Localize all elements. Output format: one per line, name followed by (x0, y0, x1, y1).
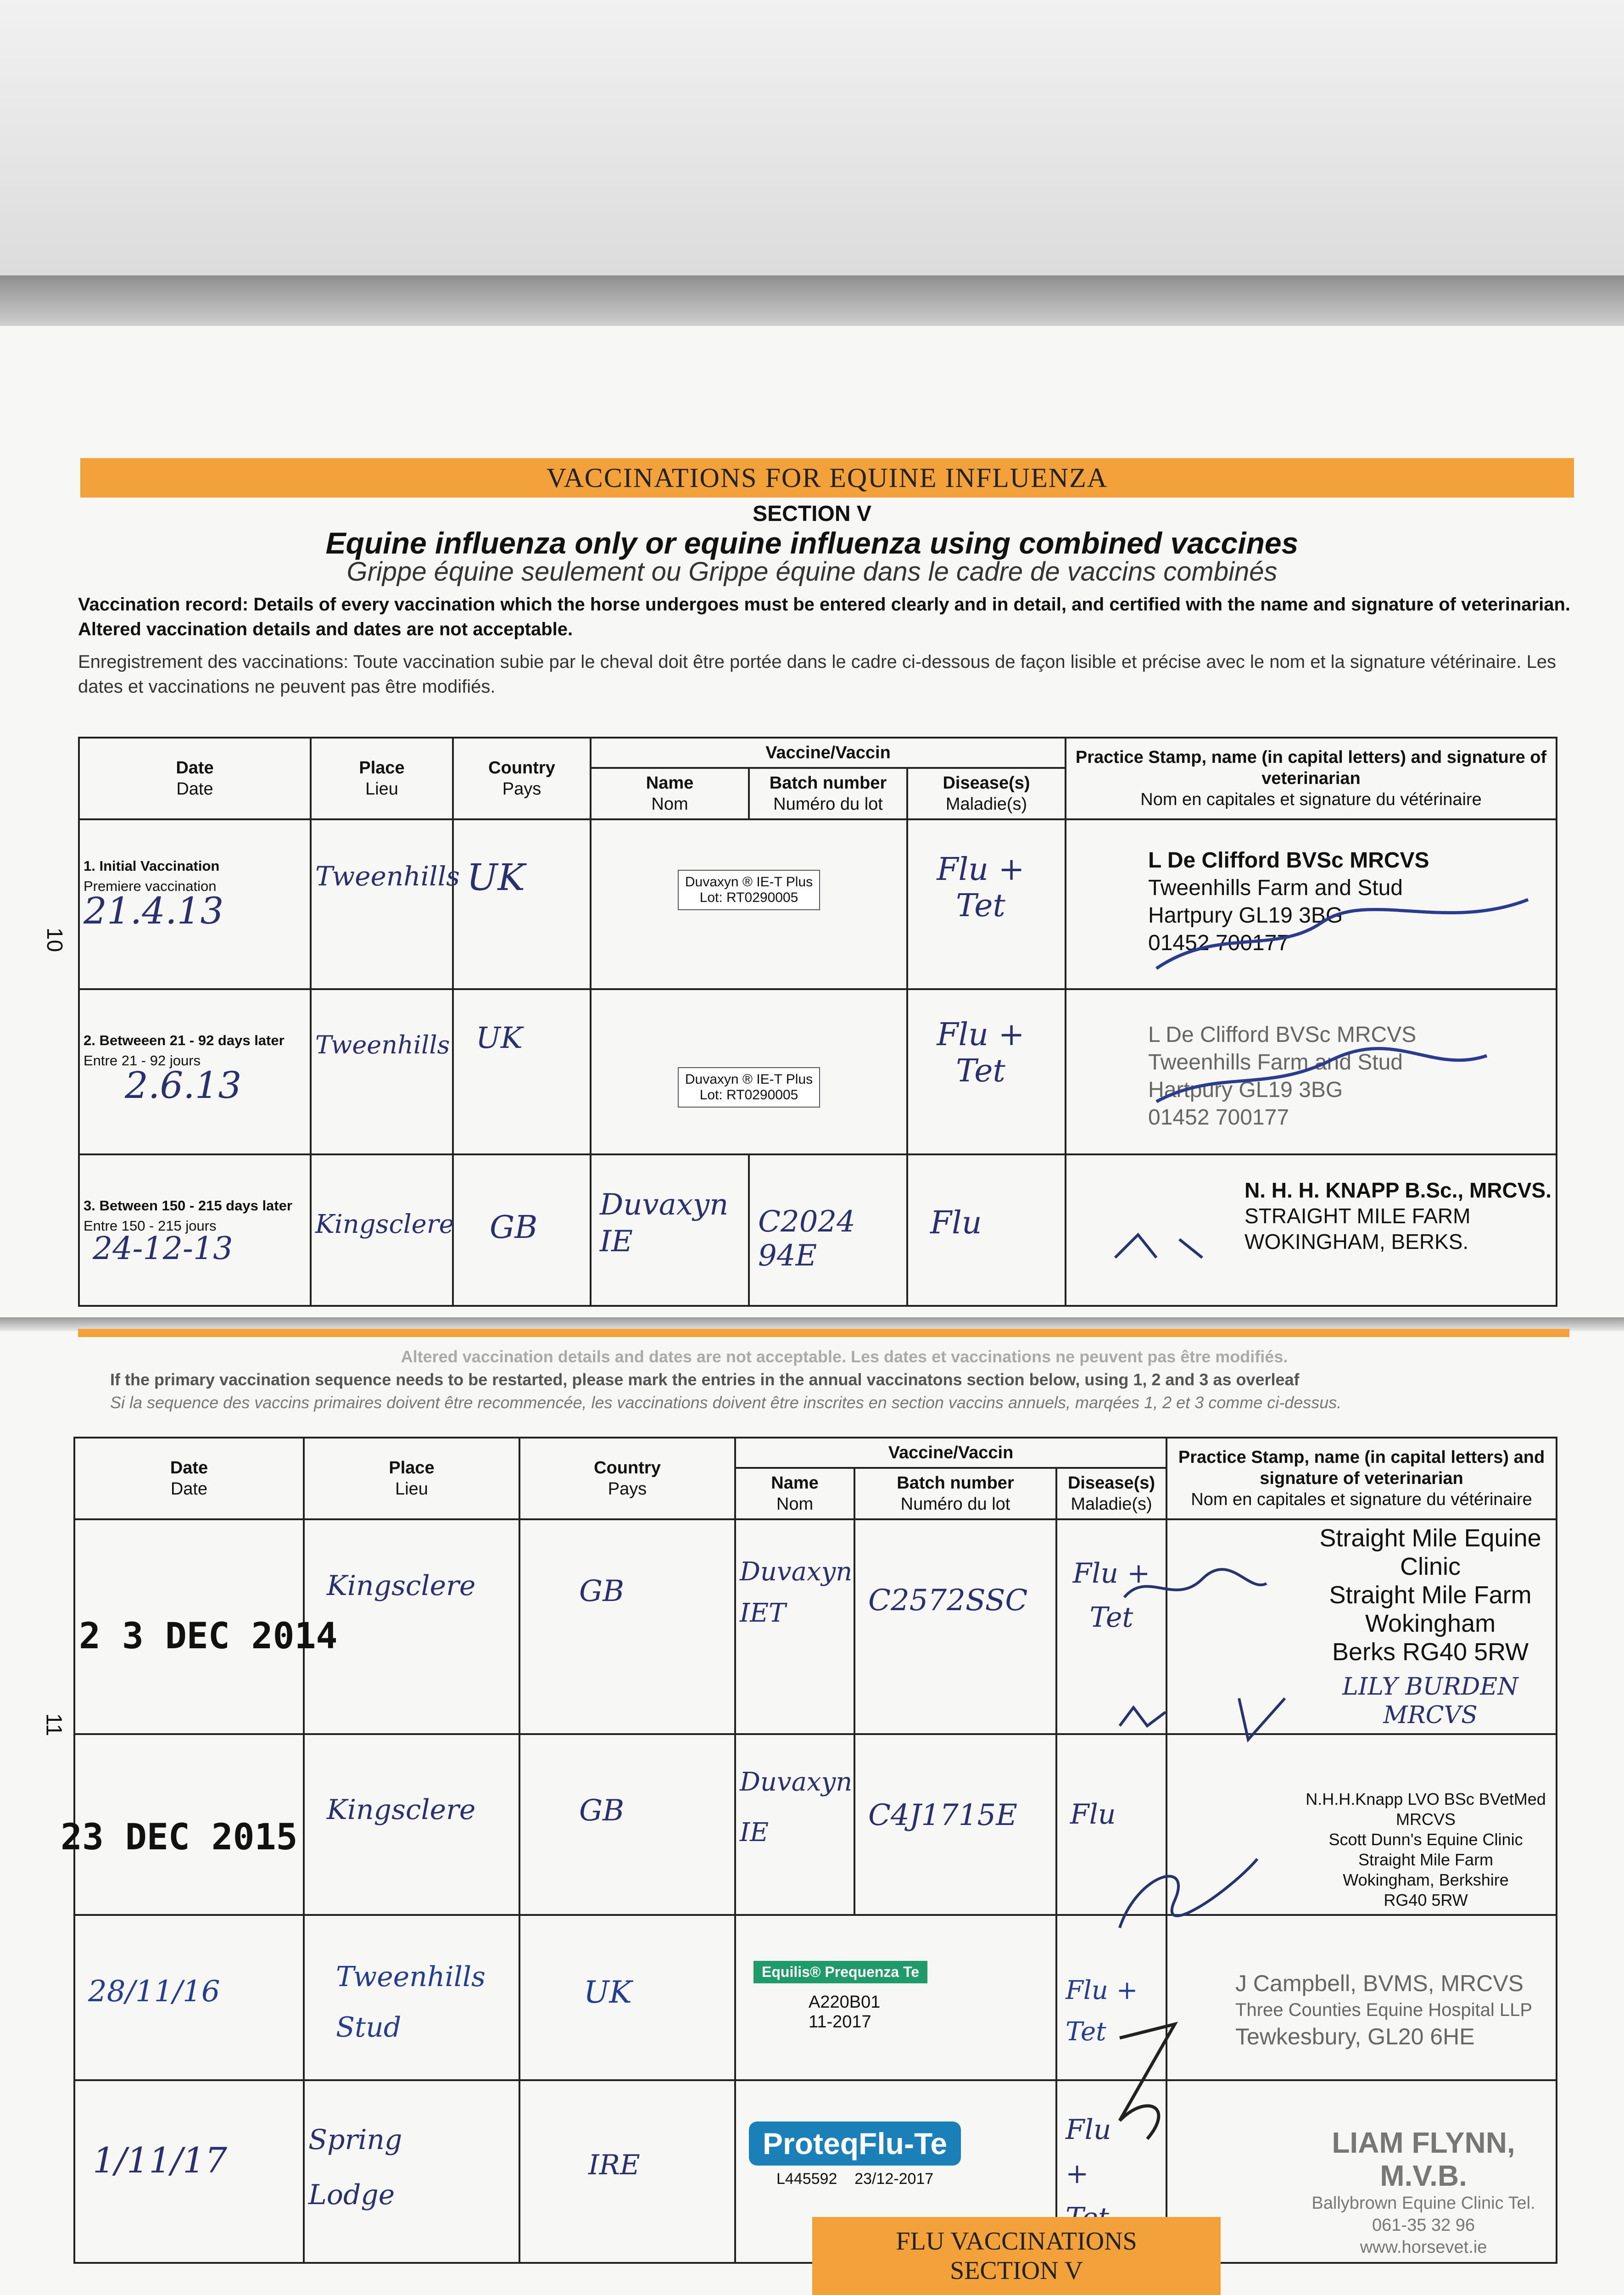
col-name: Name Nom (735, 1468, 854, 1519)
footer-band (812, 2217, 1221, 2295)
vaccination-country: IRE (588, 2149, 640, 2181)
vaccination-date: 2.6.13 (125, 1064, 242, 1107)
col-disease: Disease(s) Maladie(s) (1056, 1468, 1166, 1519)
practice-stamp: Straight Mile Equine Clinic Straight Mile Farm Wokingham Berks RG40 5RW LILY BURDEN MRCVS (1166, 1519, 1557, 1734)
practice-stamp: N.H.H.Knapp LVO BSc BVetMed MRCVS Scott Dunn's Equine Clinic Straight Mile Farm Wokingham, Berkshire RG40 5RW (1166, 1734, 1557, 1915)
row-label-fr: Entre 21 - 92 jours (84, 1052, 201, 1069)
scanner-background-top (0, 0, 1624, 275)
vaccination-place: Kingsclere (327, 1794, 476, 1826)
table-row (74, 1734, 1557, 1915)
disease-entry: Flu (1070, 1798, 1116, 1830)
disease-entry: Flu + Tet (1072, 1557, 1150, 1634)
vaccination-date: 28/11/16 (88, 1975, 220, 2009)
col-disease: Disease(s) Maladie(s) (907, 768, 1066, 819)
table-row (74, 1519, 1557, 1734)
col-country: Country Pays (519, 1438, 735, 1519)
warning-restart-fr: Si la sequence des vaccins primaires doivent être recommencée, les vaccinations doivent être inscrites en section vaccins annuels, marqées 1, 2 et 3 comme ci-dessus. (110, 1393, 1342, 1412)
vaccine-brand: ProteqFlu-Te (749, 2121, 961, 2166)
vaccination-country: UK (584, 1975, 632, 2010)
vaccination-country: GB (579, 1574, 625, 1608)
footer-section: SECTION V (950, 2256, 1083, 2285)
vaccine-lot: A220B01 (809, 1993, 881, 2012)
table-row (74, 1915, 1557, 2080)
vaccination-place: Kingsclere (315, 1209, 454, 1239)
batch-number: C2024 94E (758, 1205, 855, 1273)
table-row (79, 819, 1557, 989)
sheet-edge-shadow (0, 275, 1624, 326)
primary-vaccination-table (78, 737, 1557, 1307)
warning-restart-en: If the primary vaccination sequence needs to be restarted, please mark the entries in the annual vaccinatons section below, using 1, 2 and 3 as overleaf (110, 1370, 1300, 1389)
vaccine-sticker (735, 1915, 1056, 2080)
row-label-cell (79, 819, 311, 989)
date-stamp: 2 3 DEC 2014 (79, 1616, 338, 1657)
col-vaccine: Vaccine/Vaccin (591, 738, 1066, 768)
table-row (79, 1154, 1557, 1306)
table-row (79, 989, 1557, 1154)
disease-entry: Flu + Tet (937, 851, 1025, 924)
col-batch: Batch number Numéro du lot (749, 768, 907, 819)
disease-entry: Flu + (1066, 2114, 1111, 2190)
vaccination-country: GB (490, 1209, 538, 1246)
intro-french: Enregistrement des vaccinations: Toute vaccination subie par le cheval doit être portée dans le cadre ci-dessous de façon lisible et précise avec le nom et la signature vétérinaire. Les dates et vaccinations ne peuvent pas être modifiés. (78, 652, 1557, 697)
intro-english: Vaccination record: Details of every vaccination which the horse undergoes must be entered clearly and in detail, and certified with the name and signature of veterinarian. Altered vaccination details and dates are not acceptable. (78, 594, 1570, 639)
section-number: SECTION V (753, 502, 871, 526)
section-title: VACCINATIONS FOR EQUINE INFLUENZA (546, 462, 1108, 493)
vaccination-country: GB (579, 1794, 625, 1828)
vaccination-date: 21.4.13 (84, 890, 224, 932)
col-stamp: Practice Stamp, name (in capital letters) and signature of veterinarian Nom en capitales et signature du vétérinaire (1066, 738, 1557, 819)
vaccine-name: Duvaxyn IE (600, 1188, 729, 1259)
vaccine-lot: L445592 (776, 2170, 837, 2188)
col-place: Place Lieu (304, 1438, 519, 1519)
disease-entry: Flu + Tet (1066, 1976, 1138, 2047)
vaccination-place: Kingsclere (327, 1570, 476, 1602)
vaccine-sticker: Duvaxyn ® IE-T Plus Lot: RT0290005 (678, 870, 820, 910)
page-number-10: 10 (42, 927, 67, 952)
vaccination-date: 24-12-13 (93, 1231, 233, 1267)
vaccination-place: Spring Lodge (308, 2124, 402, 2211)
annual-vaccination-table (61, 1437, 1557, 2264)
vaccine-sticker: Duvaxyn ® IE-T Plus Lot: RT0290005 (678, 1067, 820, 1108)
vaccination-place: Tweenhills (315, 1030, 450, 1059)
vaccination-date: 1/11/17 (93, 2140, 227, 2181)
col-date: Date Date (74, 1438, 304, 1519)
practice-stamp: L De Clifford BVSc MRCVS Tweenhills Farm and Stud Hartpury GL19 3BG 01452 700177 (1066, 819, 1557, 989)
vaccine-expiry: 23/12-2017 (854, 2170, 934, 2188)
section-title-band (80, 458, 1574, 498)
vaccination-place: Tweenhills Stud (336, 1961, 486, 2043)
page-number-11: 11 (41, 1713, 66, 1736)
vaccination-country: UK (476, 1021, 523, 1055)
batch-number: C4J1715E (868, 1798, 1017, 1832)
row-label-cell (79, 989, 311, 1154)
batch-number: C2572SSC (868, 1584, 1028, 1618)
footer-title: FLU VACCINATIONS (896, 2227, 1137, 2256)
vaccine-name: Duvaxyn IE (740, 1767, 853, 1847)
vaccine-expiry: 11-2017 (809, 2012, 871, 2032)
vaccine-brand: Equilis® Prequenza Te (753, 1961, 927, 1983)
practice-stamp: J Campbell, BVMS, MRCVS Three Counties Equine Hospital LLP Tewkesbury, GL20 6HE (1166, 1915, 1557, 2080)
col-stamp: Practice Stamp, name (in capital letters) and signature of veterinarian Nom en capitales et signature du vétérinaire (1166, 1438, 1557, 1519)
disease-entry: Flu + Tet (937, 1017, 1025, 1089)
fold-orange-strip (78, 1329, 1569, 1337)
practice-stamp: N. H. H. KNAPP B.Sc., MRCVS. STRAIGHT MILE FARM WOKINGHAM, BERKS. (1066, 1154, 1557, 1306)
row-label-fr: Premiere vaccination (84, 878, 217, 894)
col-batch: Batch number Numéro du lot (854, 1468, 1056, 1519)
row-label: 2. Betweeen 21 - 92 days later (84, 1032, 285, 1048)
heading-french: Grippe équine seulement ou Grippe équine dans le cadre de vaccins combinés (346, 557, 1278, 587)
disease-entry: Flu (930, 1205, 982, 1241)
warning-altered: Altered vaccination details and dates are not acceptable. Les dates et vaccinations ne peuvent pas être modifiés. (401, 1347, 1288, 1366)
vaccination-country: UK (467, 856, 525, 899)
col-country: Country Pays (453, 738, 591, 819)
col-date: Date Date (79, 738, 311, 819)
practice-stamp: L De Clifford BVSc MRCVS Tweenhills Farm and Stud Hartpury GL19 3BG 01452 700177 (1066, 989, 1557, 1154)
col-name: Name Nom (591, 768, 749, 819)
practice-stamp: LIAM FLYNN, M.V.B. Ballybrown Equine Clinic Tel. 061-35 32 96 www.horsevet.ie (1166, 2080, 1557, 2263)
date-stamp: 23 DEC 2015 (61, 1817, 298, 1858)
row-label: 1. Initial Vaccination (84, 858, 220, 874)
row-label-cell (79, 1154, 311, 1306)
row-label-fr: Entre 150 - 215 jours (84, 1218, 217, 1234)
vaccine-name: Duvaxyn IET (740, 1557, 853, 1628)
heading-english: Equine influenza only or equine influenza using combined vaccines (325, 526, 1299, 560)
vaccination-place: Tweenhills (315, 861, 460, 892)
col-vaccine: Vaccine/Vaccin (735, 1438, 1166, 1468)
col-place: Place Lieu (311, 738, 453, 819)
row-label: 3. Between 150 - 215 days later (84, 1198, 292, 1214)
